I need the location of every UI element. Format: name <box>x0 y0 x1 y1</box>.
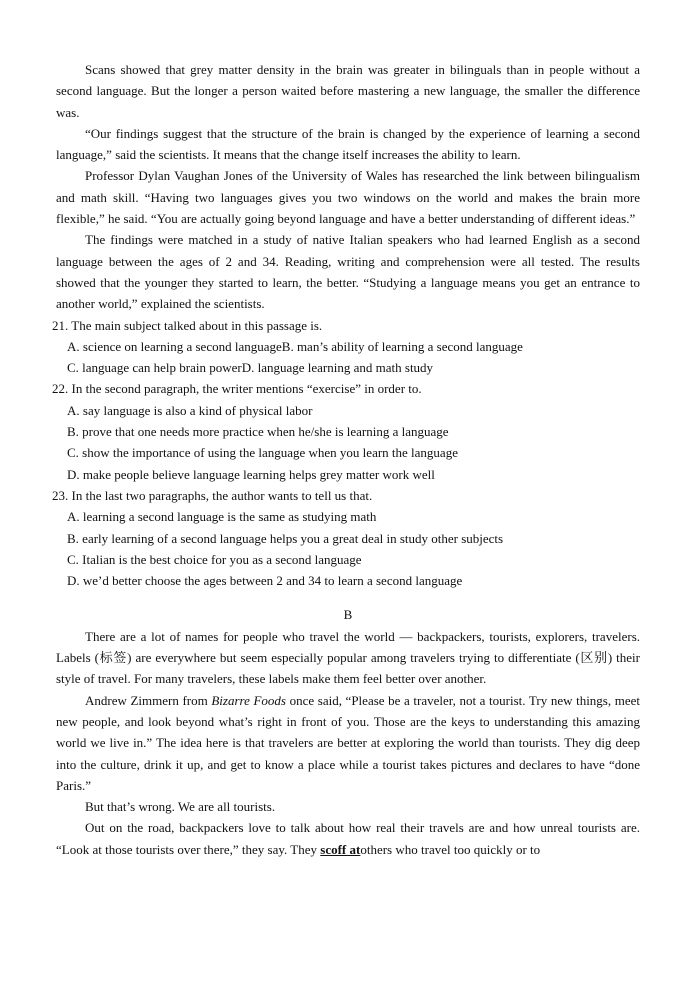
passage-a-paragraph-2: “Our findings suggest that the structure of the brain is changed by the experience of learning a second language,” said the scientists. It means that the change itself increases the ability to learn. <box>56 125 640 163</box>
question-23 <box>52 485 640 591</box>
question-option: C. Italian is the best choice for you as a second language <box>67 551 362 567</box>
passage-a-paragraph-4: The findings were matched in a study of native Italian speakers who had learned English as a second language between the ages of 2 and 34. Reading, writing and comprehension were all tested. The results showed that the younger they started to learn, the better. “Studying a language means you get an entrance to another world,” explained the scientists. <box>56 232 640 312</box>
passage-b-paragraph-1: There are a lot of names for people who travel the world — backpackers, tourists, explorers, travelers. Labels (标签) are everywhere but seem especially popular among travelers trying to differentiate (区别) their style of travel. For many travelers, these labels make them feel better over another. <box>56 628 640 687</box>
question-option: D. make people believe language learning helps grey matter work well <box>67 466 435 482</box>
underlined-phrase: scoff at <box>320 841 361 857</box>
question-option: C. language can help brain powerD. language learning and math study <box>67 360 434 376</box>
show-title: Bizarre Foods <box>211 692 286 708</box>
question-stem: 23. In the last two paragraphs, the author wants to tell us that. <box>52 487 373 503</box>
text-run: others who travel too quickly or to <box>360 841 541 857</box>
question-option: C. show the importance of using the language when you learn the language <box>67 445 458 461</box>
text-run: once said, “Please be a traveler, not a tourist. Try new things, meet new people, and look beyond what’s right in front of you. Those are the keys to understanding this amazing world we live in.” The idea here is that travelers are better at exploring the world than tourists. They dig deep into the culture, drink it up, and get to know a place while a tourist takes pictures and declares to have “done Paris.” <box>56 692 640 793</box>
question-option: B. early learning of a second language helps you a great deal in study other subjects <box>67 530 504 546</box>
question-21 <box>52 315 640 379</box>
passage-a-paragraph-1: Scans showed that grey matter density in the brain was greater in bilinguals than in people without a second language. But the longer a person waited before mastering a new language, the smaller the difference was. <box>56 62 640 120</box>
passage-b-paragraph-3: But that’s wrong. We are all tourists. <box>85 799 276 815</box>
question-option: B. prove that one needs more practice when he/she is learning a language <box>67 424 449 440</box>
passage-b-paragraph-2 <box>56 690 640 796</box>
document-page <box>52 59 640 860</box>
question-stem: 21. The main subject talked about in this passage is. <box>52 317 323 333</box>
question-stem: 22. In the second paragraph, the writer mentions “exercise” in order to. <box>52 381 422 397</box>
passage-b-paragraph-4 <box>56 817 640 860</box>
question-22 <box>52 378 640 484</box>
question-option: D. we’d better choose the ages between 2 and 34 to learn a second language <box>67 573 463 589</box>
section-heading: B <box>343 607 353 623</box>
question-option: A. learning a second language is the same as studying math <box>67 509 377 525</box>
text-run: Andrew Zimmern from <box>85 692 212 708</box>
passage-a-paragraph-3: Professor Dylan Vaughan Jones of the University of Wales has researched the link between bilingualism and math skill. “Having two languages gives you two windows on the world and makes the brain more flexible,” he said. “You are actually going beyond language and have a better understanding of different ideas.” <box>56 168 640 227</box>
text-run: Out on the road, backpackers love to talk about how real their travels are and how unreal tourists are. “Look at those tourists over there,” they say. They <box>56 820 640 857</box>
question-option: A. say language is also a kind of physical labor <box>67 402 313 418</box>
question-option: A. science on learning a second languageB. man’s ability of learning a second language <box>67 338 523 354</box>
